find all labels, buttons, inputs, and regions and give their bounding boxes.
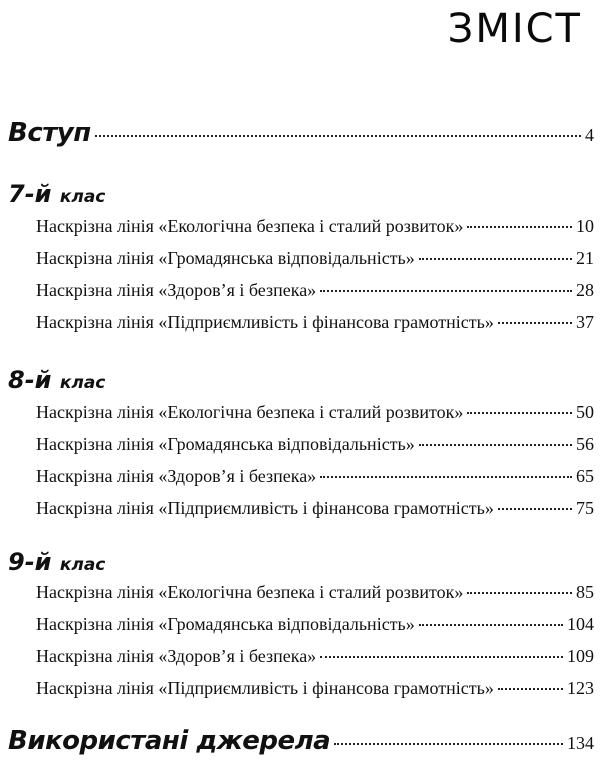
toc-entry-label: Наскрізна лінія «Екологічна безпека і сталий розвиток» bbox=[36, 216, 464, 236]
toc-entry-label: Наскрізна лінія «Громадянська відповідальність» bbox=[36, 434, 415, 454]
toc-entry[interactable] bbox=[36, 678, 594, 699]
dot-leader bbox=[467, 226, 572, 228]
toc-entry-page: 28 bbox=[576, 280, 594, 300]
toc-entry[interactable] bbox=[36, 248, 594, 269]
dot-leader bbox=[334, 743, 563, 745]
toc-sources-label: Використані джерела bbox=[8, 726, 331, 756]
toc-entry-page: 56 bbox=[576, 434, 594, 454]
toc-entry-label: Наскрізна лінія «Екологічна безпека і сталий розвиток» bbox=[36, 582, 464, 602]
section-number: 7-й bbox=[8, 180, 52, 208]
toc-entry-page: 10 bbox=[576, 216, 594, 236]
dot-leader bbox=[498, 688, 563, 690]
toc-entry-label: Наскрізна лінія «Підприємливість і фінансова грамотність» bbox=[36, 312, 494, 332]
toc-intro-page: 4 bbox=[585, 125, 594, 145]
section-word: клас bbox=[59, 373, 106, 393]
toc-entry[interactable] bbox=[36, 498, 594, 519]
section-word: клас bbox=[59, 187, 106, 207]
toc-entry-page: 85 bbox=[576, 582, 594, 602]
toc-entry[interactable] bbox=[36, 402, 594, 423]
page-title: ЗМІСТ bbox=[447, 6, 582, 52]
toc-entry[interactable] bbox=[36, 466, 594, 487]
toc-entry[interactable] bbox=[36, 280, 594, 301]
toc-intro[interactable] bbox=[8, 118, 594, 148]
section-heading-9 bbox=[8, 548, 105, 576]
toc-entry-label: Наскрізна лінія «Підприємливість і фінансова грамотність» bbox=[36, 678, 494, 698]
section-number: 8-й bbox=[8, 366, 52, 394]
toc-entry-page: 123 bbox=[567, 678, 594, 698]
toc-intro-label: Вступ bbox=[8, 118, 91, 148]
toc-entry[interactable] bbox=[36, 434, 594, 455]
toc-entry-page: 109 bbox=[567, 646, 594, 666]
dot-leader bbox=[498, 322, 572, 324]
toc-entry[interactable] bbox=[36, 582, 594, 603]
section-heading-8 bbox=[8, 366, 105, 394]
toc-entry-page: 75 bbox=[576, 498, 594, 518]
section-heading-7 bbox=[8, 180, 105, 208]
toc-entry-page: 65 bbox=[576, 466, 594, 486]
dot-leader bbox=[320, 290, 572, 292]
dot-leader bbox=[498, 508, 572, 510]
dot-leader bbox=[419, 258, 572, 260]
toc-entry-page: 37 bbox=[576, 312, 594, 332]
toc-entry-label: Наскрізна лінія «Здоров’я і безпека» bbox=[36, 646, 317, 666]
toc-entry-label: Наскрізна лінія «Підприємливість і фінансова грамотність» bbox=[36, 498, 494, 518]
dot-leader bbox=[95, 135, 581, 137]
toc-entry-label: Наскрізна лінія «Громадянська відповідальність» bbox=[36, 248, 415, 268]
toc-entry-label: Наскрізна лінія «Здоров’я і безпека» bbox=[36, 280, 317, 300]
toc-entry[interactable] bbox=[36, 312, 594, 333]
dot-leader bbox=[467, 592, 572, 594]
dot-leader bbox=[467, 412, 572, 414]
dot-leader bbox=[320, 476, 572, 478]
toc-sources[interactable] bbox=[8, 726, 594, 756]
section-number: 9-й bbox=[8, 548, 52, 576]
dot-leader bbox=[419, 624, 563, 626]
toc-entry-page: 21 bbox=[576, 248, 594, 268]
toc-entry-page: 104 bbox=[567, 614, 594, 634]
section-word: клас bbox=[59, 555, 106, 575]
toc-entry-label: Наскрізна лінія «Екологічна безпека і сталий розвиток» bbox=[36, 402, 464, 422]
toc-entry-page: 50 bbox=[576, 402, 594, 422]
toc-entry[interactable] bbox=[36, 216, 594, 237]
dot-leader bbox=[320, 656, 563, 658]
toc-sources-page: 134 bbox=[567, 733, 594, 753]
toc-entry[interactable] bbox=[36, 614, 594, 635]
dot-leader bbox=[419, 444, 572, 446]
toc-entry-label: Наскрізна лінія «Громадянська відповідальність» bbox=[36, 614, 415, 634]
toc-entry[interactable] bbox=[36, 646, 594, 667]
toc-entry-label: Наскрізна лінія «Здоров’я і безпека» bbox=[36, 466, 317, 486]
